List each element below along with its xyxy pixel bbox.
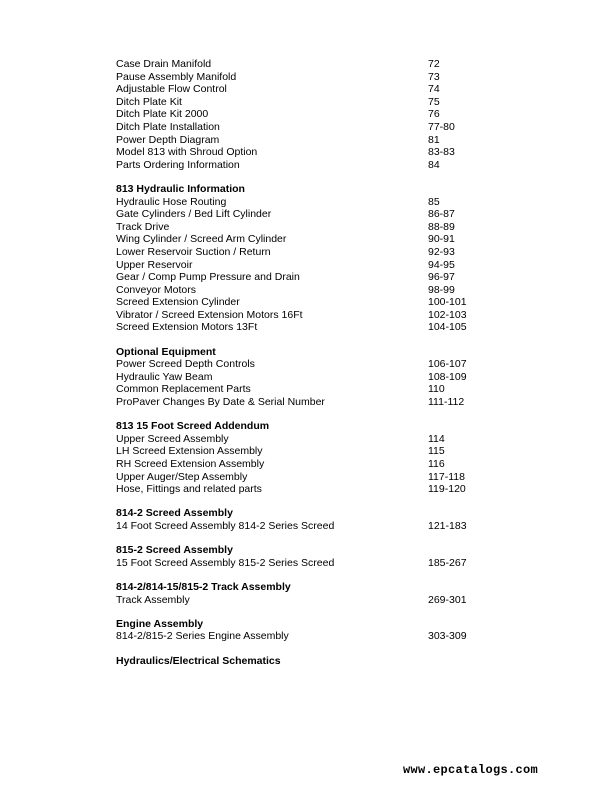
entry-page-number: 119-120 [428, 483, 466, 496]
section-heading: 814-2 Screed Assembly [116, 507, 233, 520]
entry-page-number: 92-93 [428, 245, 455, 258]
entry-page-number: 185-267 [428, 556, 467, 569]
entry-page-number: 108-109 [428, 370, 467, 383]
entry-page-number: 117-118 [428, 470, 465, 483]
toc-entry [116, 471, 516, 484]
toc-section [116, 581, 516, 606]
entry-page-number: 111-112 [428, 396, 465, 409]
section-heading: 813 15 Foot Screed Addendum [116, 420, 270, 433]
entry-title: Gear / Comp Pump Pressure and Drain [116, 271, 300, 284]
entry-title: 14 Foot Screed Assembly 814-2 Series Screed [116, 519, 335, 532]
section-heading: 814-2/814-15/815-2 Track Assembly [116, 580, 291, 593]
entry-title: Screed Extension Motors 13Ft [116, 321, 258, 334]
watermark-text: www.epcatalogs.com [402, 763, 538, 777]
toc-entry [116, 433, 516, 446]
toc-entry [116, 121, 516, 134]
entry-title: RH Screed Extension Assembly [116, 458, 265, 470]
section-heading: Engine Assembly [116, 617, 204, 630]
toc-entry [116, 71, 516, 84]
entry-page-number: 72 [428, 58, 440, 70]
entry-page-number: 121-183 [428, 519, 467, 532]
entry-page-number: 110 [428, 383, 445, 396]
entry-title: Ditch Plate Kit 2000 [116, 108, 209, 121]
entry-page-number: 115 [428, 445, 445, 458]
entry-title: Power Screed Depth Controls [116, 358, 255, 371]
toc-entry [116, 208, 516, 221]
toc-entry [116, 284, 516, 297]
entry-title: Hydraulic Yaw Beam [116, 370, 213, 383]
entry-title: Upper Reservoir [116, 258, 193, 271]
entry-title: Screed Extension Cylinder [116, 296, 240, 309]
entry-title: Track Drive [116, 220, 170, 233]
entry-page-number: 73 [428, 70, 440, 83]
toc-section [116, 655, 516, 668]
entry-title: Conveyor Motors [116, 283, 196, 296]
section-heading: Hydraulics/Electrical Schematics [116, 654, 281, 667]
section-heading: Optional Equipment [116, 345, 216, 358]
toc-section [116, 544, 516, 569]
entry-title: Case Drain Manifold [116, 58, 212, 70]
entry-title: 15 Foot Screed Assembly 815-2 Series Screed [116, 556, 335, 569]
entry-title: Vibrator / Screed Extension Motors 16Ft [116, 308, 303, 321]
entry-page-number: 303-309 [428, 630, 467, 643]
toc-entry [116, 233, 516, 246]
toc-entry [116, 321, 516, 334]
entry-page-number: 76 [428, 108, 440, 121]
toc-entry [116, 396, 516, 409]
section-heading: 815-2 Screed Assembly [116, 544, 233, 557]
toc-entry [116, 557, 516, 570]
toc-section [116, 183, 516, 334]
toc-section [116, 346, 516, 409]
toc-entry [116, 458, 516, 471]
toc-entry [116, 259, 516, 272]
toc-entry [116, 271, 516, 284]
toc-entry [116, 358, 516, 371]
entry-title: Power Depth Diagram [116, 133, 220, 146]
toc-section [116, 58, 516, 171]
entry-page-number: 84 [428, 158, 440, 171]
entry-title: Upper Screed Assembly [116, 432, 229, 445]
entry-page-number: 85 [428, 195, 440, 208]
entry-title: Hydraulic Hose Routing [116, 195, 227, 208]
entry-page-number: 77-80 [428, 120, 455, 133]
entry-title: Adjustable Flow Control [116, 83, 227, 96]
entry-page-number: 86-87 [428, 208, 455, 221]
toc-entry [116, 520, 516, 533]
table-of-contents [116, 58, 516, 667]
toc-entry [116, 483, 516, 496]
entry-page-number: 74 [428, 83, 440, 96]
entry-title: Ditch Plate Installation [116, 120, 220, 133]
entry-page-number: 90-91 [428, 233, 455, 246]
entry-page-number: 75 [428, 95, 440, 108]
toc-entry [116, 371, 516, 384]
entry-page-number: 102-103 [428, 308, 467, 321]
toc-section [116, 618, 516, 643]
entry-title: Ditch Plate Kit [116, 95, 182, 108]
toc-entry [116, 296, 516, 309]
toc-entry [116, 83, 516, 96]
toc-section [116, 420, 516, 496]
entry-page-number: 96-97 [428, 271, 455, 284]
entry-page-number: 88-89 [428, 220, 455, 233]
entry-page-number: 100-101 [428, 296, 467, 309]
toc-entry [116, 383, 516, 396]
toc-entry [116, 309, 516, 322]
toc-entry [116, 221, 516, 234]
toc-entry [116, 134, 516, 147]
toc-entry [116, 445, 516, 458]
entry-title: 814-2/815-2 Series Engine Assembly [116, 630, 289, 643]
entry-title: Upper Auger/Step Assembly [116, 470, 248, 483]
entry-page-number: 104-105 [428, 321, 467, 334]
entry-title: Pause Assembly Manifold [116, 70, 237, 83]
entry-page-number: 106-107 [428, 358, 467, 371]
entry-title: Common Replacement Parts [116, 383, 251, 396]
entry-title: Gate Cylinders / Bed Lift Cylinder [116, 208, 272, 221]
entry-title: LH Screed Extension Assembly [116, 445, 263, 458]
entry-title: ProPaver Changes By Date & Serial Number [116, 396, 325, 409]
toc-entry [116, 196, 516, 209]
toc-section [116, 507, 516, 532]
entry-title: Lower Reservoir Suction / Return [116, 245, 271, 258]
toc-entry [116, 159, 516, 172]
entry-title: Track Assembly [116, 593, 190, 606]
toc-entry [116, 146, 516, 159]
entry-page-number: 83-83 [428, 146, 455, 159]
entry-page-number: 269-301 [428, 593, 467, 606]
toc-entry [116, 630, 516, 643]
entry-page-number: 94-95 [428, 258, 455, 271]
toc-entry [116, 108, 516, 121]
entry-title: Parts Ordering Information [116, 158, 240, 171]
toc-entry [116, 594, 516, 607]
toc-entry [116, 246, 516, 259]
entry-page-number: 81 [428, 133, 440, 146]
entry-title: Model 813 with Shroud Option [116, 146, 258, 159]
entry-title: Wing Cylinder / Screed Arm Cylinder [116, 233, 287, 246]
section-heading: 813 Hydraulic Information [116, 182, 245, 195]
toc-entry [116, 58, 516, 71]
entry-page-number: 98-99 [428, 283, 455, 296]
entry-title: Hose, Fittings and related parts [116, 483, 262, 496]
entry-page-number: 116 [428, 458, 445, 470]
entry-page-number: 114 [428, 432, 445, 445]
toc-entry [116, 96, 516, 109]
